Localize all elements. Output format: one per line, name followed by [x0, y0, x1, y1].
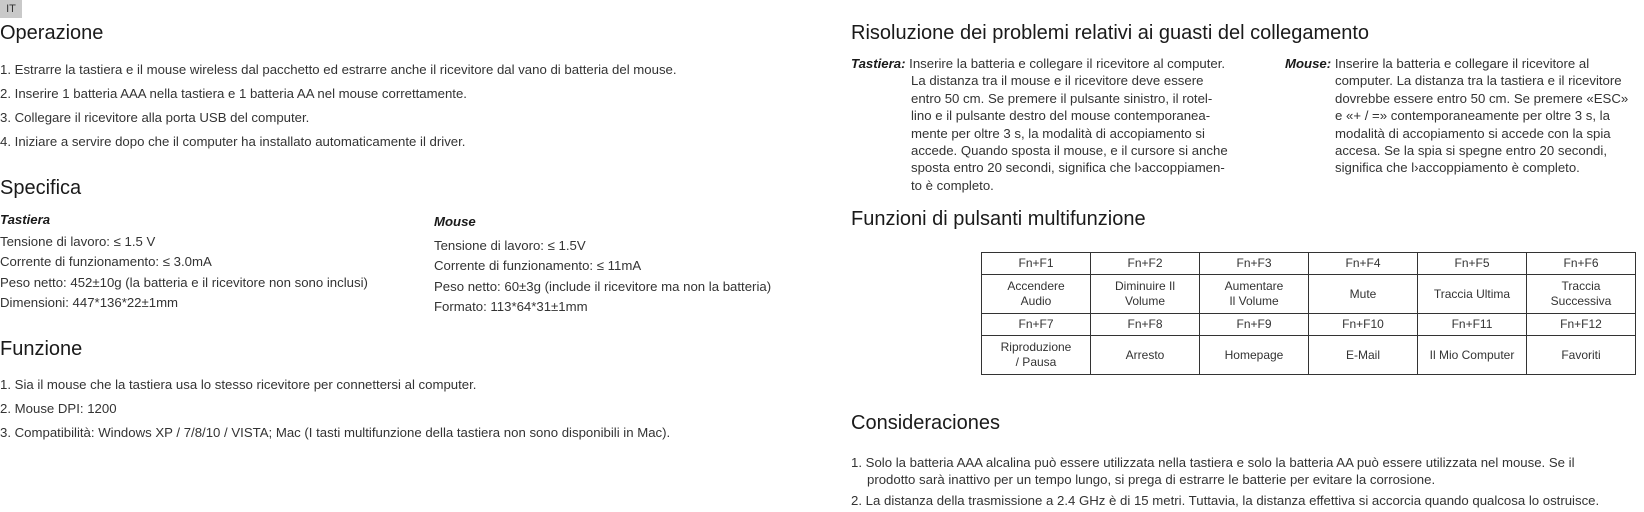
action-cell — [982, 336, 1091, 375]
risoluzione-mouse-line: significa che l›accoppiamento è completo. — [1335, 160, 1580, 176]
action-line: Il Mio Computer — [1429, 347, 1515, 362]
risoluzione-mouse-line: dovrebbe essere entro 50 cm. Se premere «ESC» — [1335, 90, 1629, 106]
risoluzione-tastiera — [851, 55, 1271, 194]
action-line: Accendere — [1007, 279, 1065, 293]
action-cell — [1418, 336, 1527, 375]
risoluzione-mouse-line: e «+ / =» contemporaneamente per oltre 3 s, la — [1335, 108, 1610, 124]
risoluzione-tastiera-label: Tastiera: — [851, 56, 906, 71]
risoluzione-tastiera-line: lino e il pulsante destro del mouse contemporanea- — [911, 108, 1211, 124]
spec-tastiera-line: Dimensioni: 447*136*22±1mm — [0, 295, 179, 310]
operazione-step: 4. Iniziare a servire dopo che il computer ha installato automaticamente il driver. — [0, 134, 466, 149]
action-line: Traccia Ultima — [1433, 286, 1511, 301]
key-cell: Fn+F1 — [982, 253, 1091, 275]
action-line: Il Volume — [1229, 294, 1279, 308]
consideraciones-line: 1. Solo la batteria AAA alcalina può essere utilizzata nella tastiera e solo la batteria AA può essere utilizzata nel mouse. Se il — [851, 455, 1575, 470]
consideraciones-line: prodotto sarà inattivo per un tempo lungo, si prega di estrarre le batterie per evitare la corrosione. — [867, 472, 1436, 487]
operazione-step: 1. Estrarre la tastiera e il mouse wireless dal pacchetto ed estrarre anche il ricevitore dal vano di batteria del mouse. — [0, 62, 677, 77]
action-line: Successiva — [1550, 294, 1612, 308]
table-row — [982, 336, 1636, 375]
key-cell: Fn+F3 — [1200, 253, 1309, 275]
spec-tastiera-label: Tastiera — [0, 212, 51, 227]
funzione-item: 1. Sia il mouse che la tastiera usa lo stesso ricevitore per connettersi al computer. — [0, 377, 477, 392]
key-cell: Fn+F8 — [1091, 314, 1200, 336]
action-line: Favoriti — [1561, 347, 1601, 362]
action-line: E-Mail — [1345, 347, 1380, 362]
risoluzione-tastiera-line: La distanza tra il mouse e il ricevitore deve essere — [911, 73, 1204, 89]
risoluzione-mouse-text: Inserire la batteria e collegare il ricevitore al — [1334, 56, 1590, 71]
funzione-item: 3. Compatibilità: Windows XP / 7/8/10 / VISTA; Mac (I tasti multifunzione della tastiera non sono disponibili in Mac). — [0, 425, 671, 440]
risoluzione-mouse-line: modalità di accopiamento si accede con la spia — [1335, 125, 1611, 141]
risoluzione-mouse-line: accesa. Se la spia si spegne entro 20 secondi, — [1335, 143, 1607, 159]
operazione-step: 3. Collegare il ricevitore alla porta USB del computer. — [0, 110, 310, 125]
risoluzione-tastiera-line: to è completo. — [911, 177, 994, 193]
key-cell: Fn+F10 — [1309, 314, 1418, 336]
action-line: Mute — [1349, 286, 1377, 301]
action-cell — [1527, 275, 1636, 314]
action-line: Diminuire Il — [1114, 279, 1175, 293]
specifica-heading: Specifica — [0, 177, 82, 199]
consideraciones-heading: Consideraciones — [851, 412, 1000, 434]
risoluzione-tastiera-line: mente per oltre 3 s, la modalità di accopiamento si — [911, 125, 1205, 141]
spec-mouse-line: Peso netto: 60±3g (include il ricevitore ma non la batteria) — [434, 279, 772, 294]
spec-mouse-label: Mouse — [434, 214, 476, 229]
spec-tastiera-line: Corrente di funzionamento: ≤ 3.0mA — [0, 254, 212, 269]
risoluzione-heading: Risoluzione dei problemi relativi ai guasti del collegamento — [851, 22, 1370, 44]
key-cell: Fn+F9 — [1200, 314, 1309, 336]
action-line: Arresto — [1125, 347, 1165, 362]
spec-mouse-line: Formato: 113*64*31±1mm — [434, 299, 588, 314]
action-cell — [1200, 336, 1309, 375]
table-row — [982, 275, 1636, 314]
risoluzione-mouse — [1285, 55, 1643, 177]
funzioni-heading: Funzioni di pulsanti multifunzione — [851, 208, 1146, 230]
spec-mouse-line: Tensione di lavoro: ≤ 1.5V — [434, 238, 586, 253]
action-line: / Pausa — [1015, 355, 1057, 369]
action-cell — [1091, 275, 1200, 314]
risoluzione-mouse-line: computer. La distanza tra la tastiera e il ricevitore — [1335, 73, 1622, 89]
action-cell — [1527, 336, 1636, 375]
action-line: Traccia — [1561, 279, 1601, 293]
key-cell: Fn+F7 — [982, 314, 1091, 336]
action-line: Aumentare — [1224, 279, 1284, 293]
action-cell — [1418, 275, 1527, 314]
key-cell: Fn+F4 — [1309, 253, 1418, 275]
risoluzione-tastiera-line: accede. Quando sposta il mouse, e il cursore si anche — [911, 143, 1228, 159]
consideraciones-item — [851, 454, 1641, 488]
action-line: Volume — [1124, 294, 1166, 308]
funzione-item: 2. Mouse DPI: 1200 — [0, 401, 117, 416]
key-cell: Fn+F11 — [1418, 314, 1527, 336]
key-cell: Fn+F12 — [1527, 314, 1636, 336]
action-line: Homepage — [1224, 347, 1284, 362]
spec-tastiera-line: Tensione di lavoro: ≤ 1.5 V — [0, 234, 156, 249]
action-cell — [1309, 336, 1418, 375]
action-cell — [982, 275, 1091, 314]
operazione-step: 2. Inserire 1 batteria AAA nella tastiera e 1 batteria AA nel mouse correttamente. — [0, 86, 467, 101]
operazione-heading: Operazione — [0, 22, 104, 44]
action-cell — [1309, 275, 1418, 314]
language-tag: IT — [0, 0, 22, 18]
spec-mouse-line: Corrente di funzionamento: ≤ 11mA — [434, 258, 642, 273]
action-cell — [1091, 336, 1200, 375]
action-line: Audio — [1020, 294, 1052, 308]
risoluzione-tastiera-text: Inserire la batteria e collegare il ricevitore al computer. — [909, 56, 1226, 71]
funzione-heading: Funzione — [0, 338, 83, 360]
table-row — [982, 253, 1636, 275]
risoluzione-tastiera-line: entro 50 cm. Se premere il pulsante sinistro, il rotel- — [911, 90, 1213, 106]
key-cell: Fn+F5 — [1418, 253, 1527, 275]
action-line: Riproduzione — [1000, 340, 1072, 354]
table-row — [982, 314, 1636, 336]
key-cell: Fn+F2 — [1091, 253, 1200, 275]
risoluzione-tastiera-line: sposta entro 20 secondi, significa che l›accoppiamen- — [911, 160, 1225, 176]
consideraciones-line: 2. La distanza della trasmissione a 2.4 GHz è di 15 metri. Tuttavia, la distanza effettiva si accorcia quando qualcosa lo ostruisce. — [851, 493, 1600, 508]
consideraciones-item — [851, 492, 1641, 509]
action-cell — [1200, 275, 1309, 314]
spec-tastiera-line: Peso netto: 452±10g (la batteria e il ricevitore non sono inclusi) — [0, 275, 368, 290]
key-cell: Fn+F6 — [1527, 253, 1636, 275]
multifunction-keys-table — [981, 252, 1636, 375]
risoluzione-mouse-label: Mouse: — [1285, 56, 1332, 71]
